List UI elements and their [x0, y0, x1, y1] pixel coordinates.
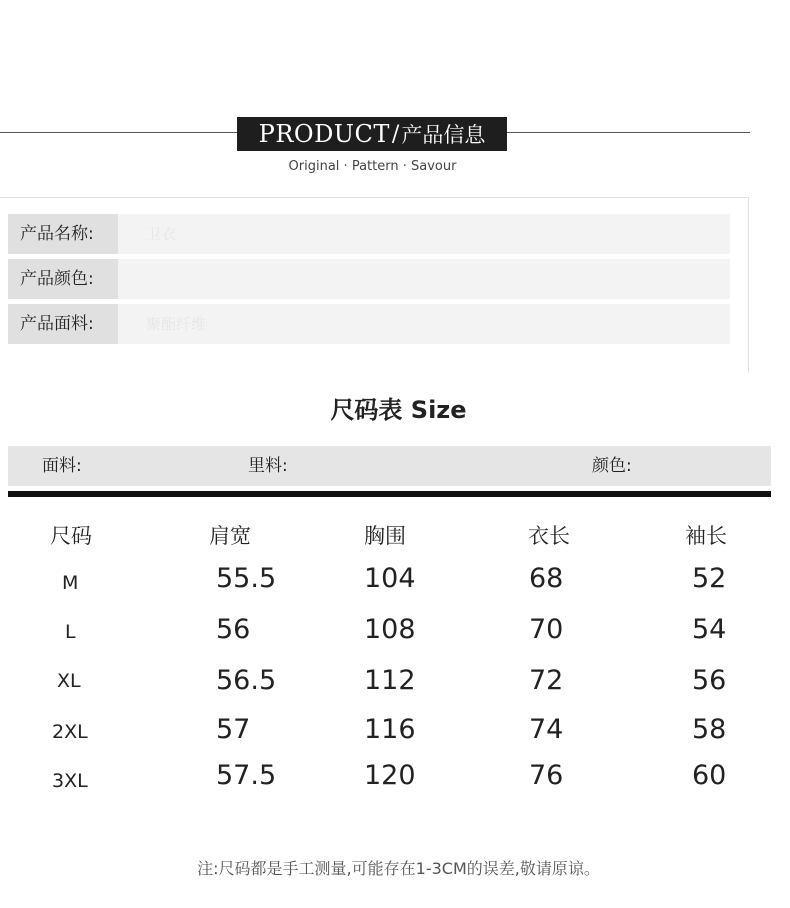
table-row-shoulder: 56 [216, 614, 251, 645]
info-row-fabric [8, 304, 730, 344]
table-row-shoulder: 57.5 [216, 760, 277, 791]
banner-title-cn: 产品信息 [401, 123, 486, 147]
column-header-sleeve: 袖长 [685, 524, 727, 548]
column-header-shoulder: 肩宽 [209, 524, 251, 548]
table-row-length: 70 [529, 614, 564, 645]
table-row-shoulder: 55.5 [216, 563, 277, 594]
info-row-name [8, 214, 730, 254]
column-header-length: 衣长 [528, 524, 570, 548]
table-row-chest: 112 [364, 665, 416, 696]
table-row-length: 76 [529, 760, 564, 791]
column-header-size: 尺码 [50, 524, 92, 548]
banner-title-en: PRODUCT [258, 120, 390, 148]
table-top-rule [8, 491, 771, 497]
table-row-chest: 116 [364, 714, 416, 745]
header-rule-left [0, 132, 237, 133]
info-value-name: 卫衣 [146, 225, 177, 243]
table-row-shoulder: 57 [216, 714, 251, 745]
table-row-chest: 120 [364, 760, 416, 791]
info-label-name: 产品名称: [8, 214, 118, 254]
table-row-length: 68 [529, 563, 564, 594]
product-info-panel [0, 197, 749, 373]
fabric-bar [8, 446, 771, 486]
table-row-size: M [62, 572, 79, 594]
column-header-chest: 胸围 [364, 524, 406, 548]
table-row-length: 74 [529, 714, 564, 745]
table-row-size: XL [57, 670, 81, 692]
table-row-size: 3XL [52, 770, 88, 792]
fabric-label-color: 颜色: [592, 456, 632, 476]
measurement-footnote: 注:尺码都是手工测量,可能存在1-3CM的误差,敬请原谅。 [197, 859, 600, 878]
table-row-length: 72 [529, 665, 564, 696]
table-row-sleeve: 56 [692, 665, 727, 696]
info-row-color [8, 259, 730, 299]
table-row-sleeve: 60 [692, 760, 727, 791]
table-row-sleeve: 58 [692, 714, 727, 745]
product-banner [237, 117, 507, 151]
info-label-color: 产品颜色: [8, 259, 118, 299]
table-row-shoulder: 56.5 [216, 665, 277, 696]
table-row-size: L [65, 621, 76, 643]
table-row-sleeve: 54 [692, 614, 727, 645]
table-row-chest: 104 [364, 563, 416, 594]
banner-separator: / [391, 121, 400, 147]
info-label-fabric: 产品面料: [8, 304, 118, 344]
size-chart-title: 尺码表 Size [330, 396, 467, 424]
banner-subtitle: Original · Pattern · Savour [288, 159, 457, 174]
info-value-fabric: 聚酯纤维 [146, 315, 207, 333]
table-row-chest: 108 [364, 614, 416, 645]
fabric-label-lining: 里料: [248, 456, 288, 476]
fabric-label-outer: 面料: [42, 456, 82, 476]
table-row-size: 2XL [52, 721, 88, 743]
header-rule-right [507, 132, 750, 133]
table-row-sleeve: 52 [692, 563, 727, 594]
